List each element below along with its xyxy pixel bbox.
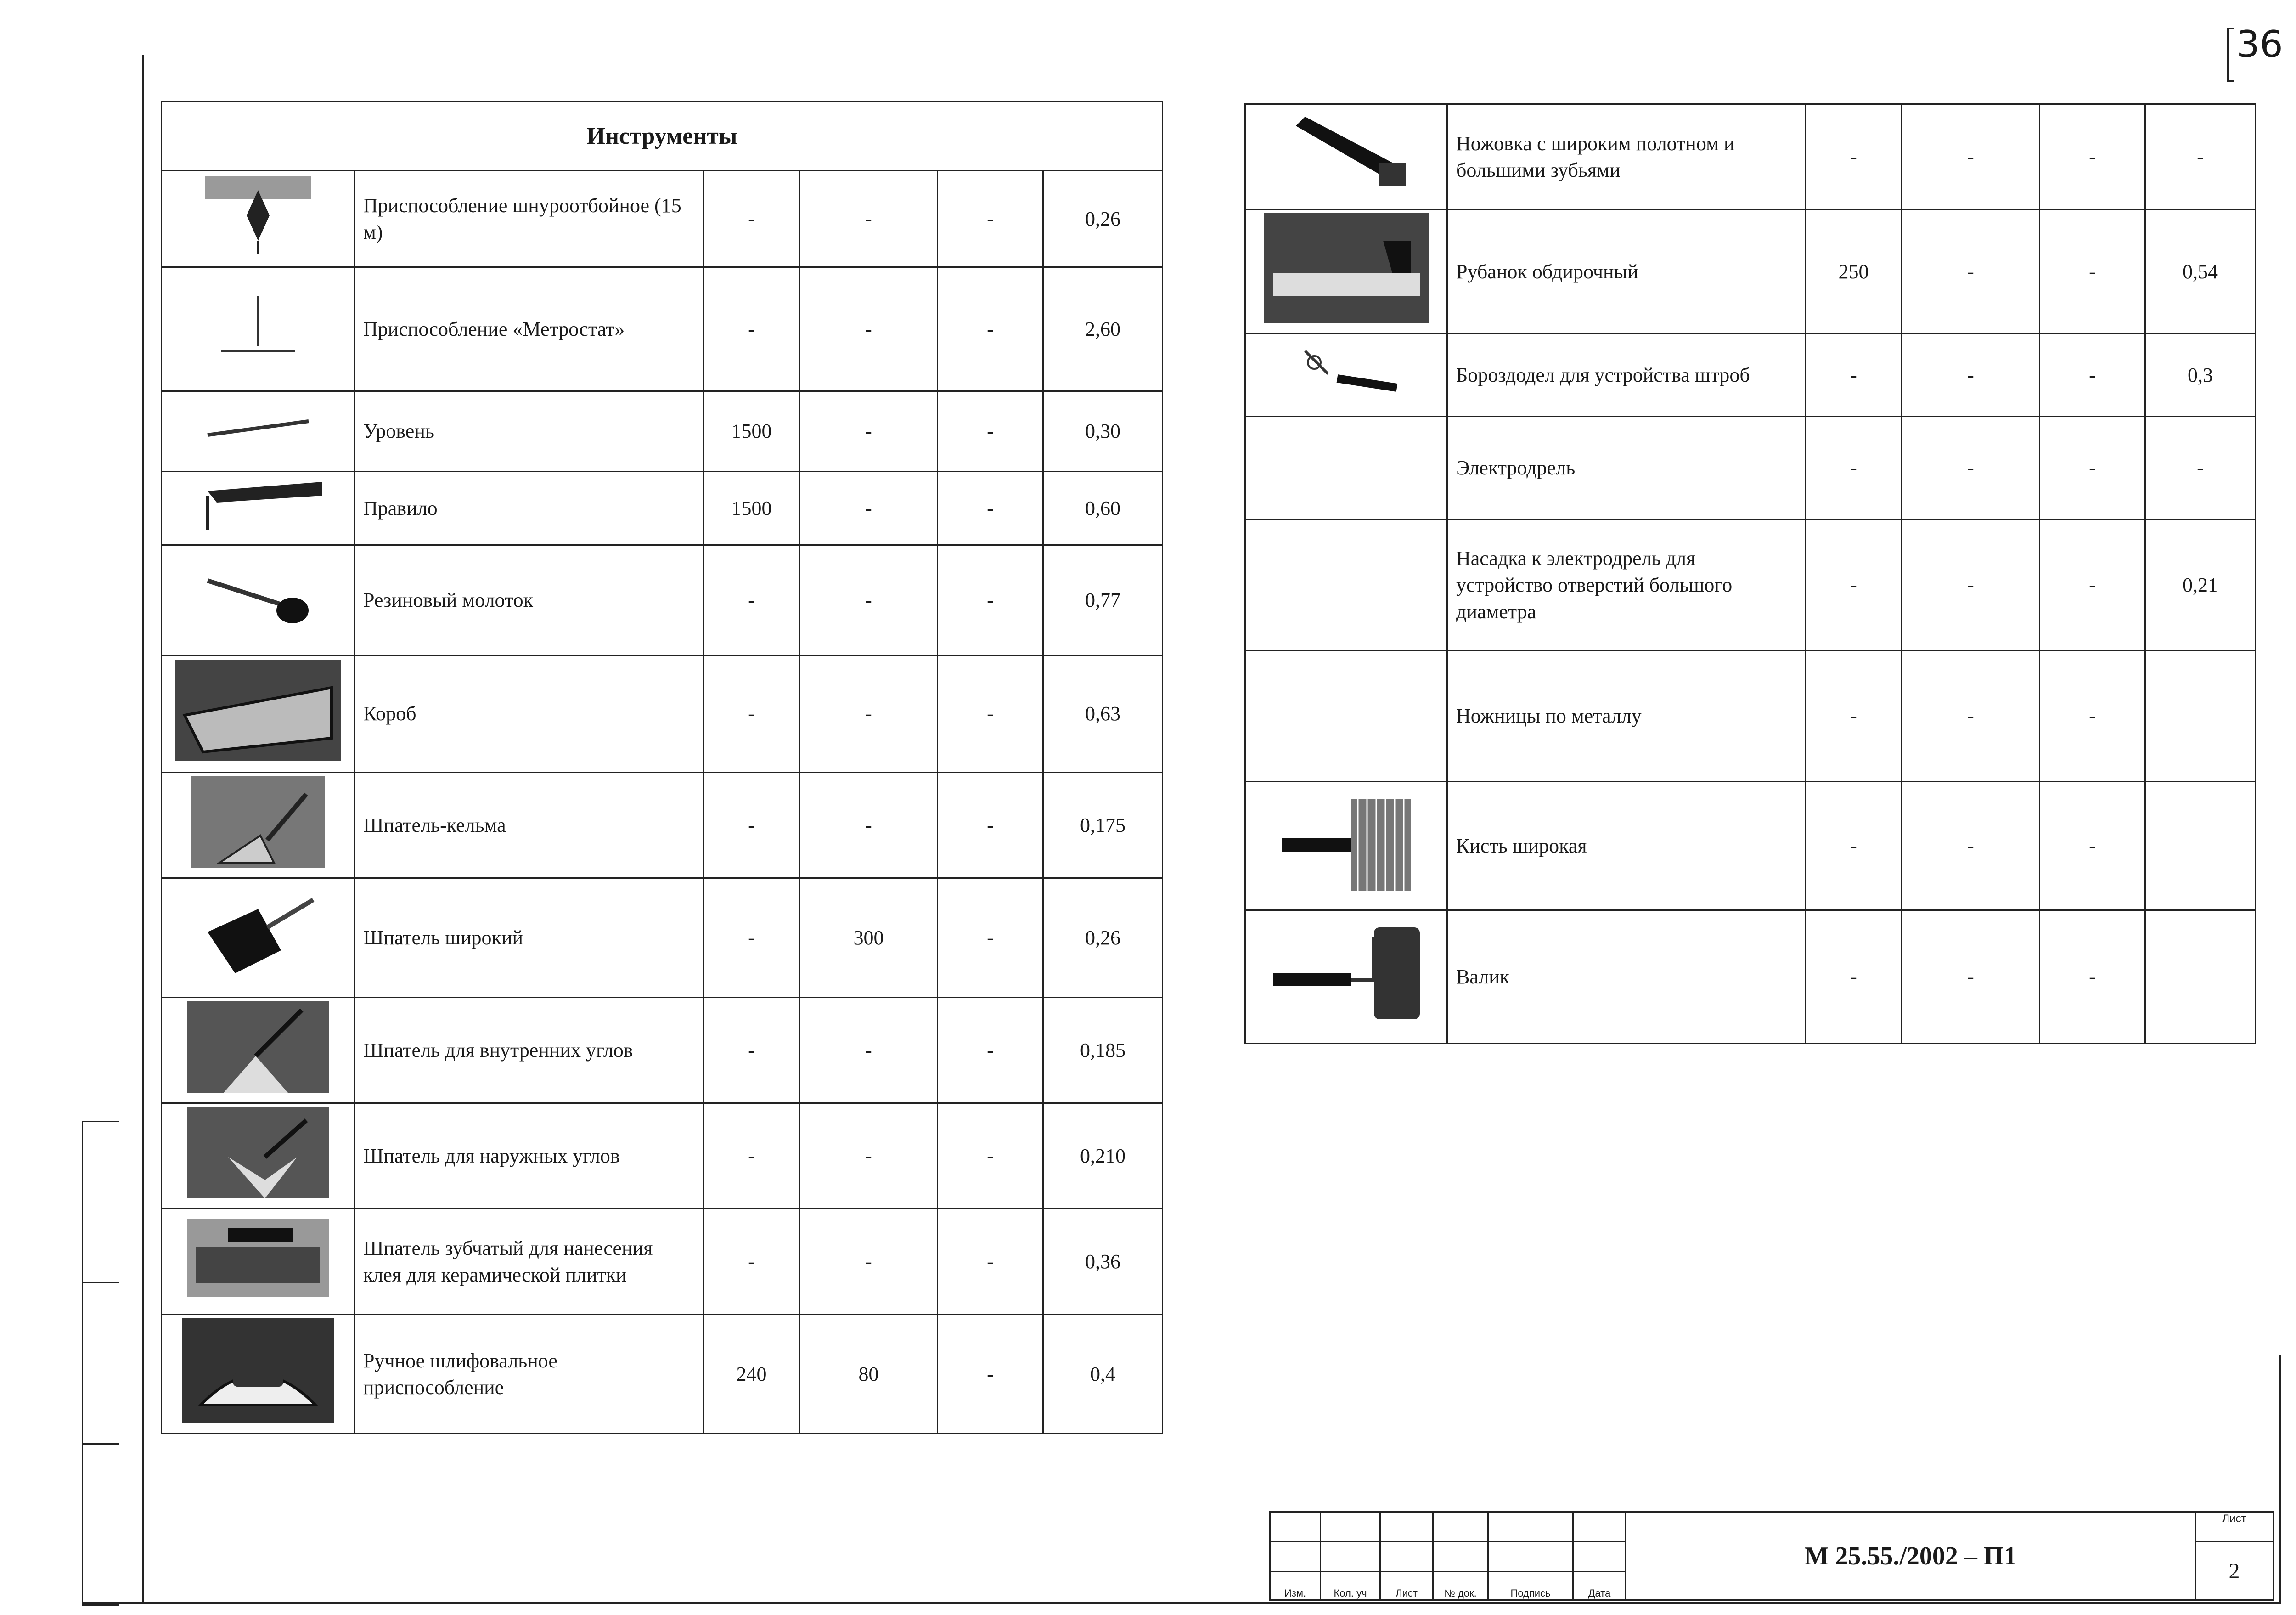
tool-value-c3: -	[938, 773, 1043, 878]
tool-picture-cell	[162, 472, 355, 545]
tool-value-c2: -	[1902, 334, 2040, 417]
tool-value-c4: 0,60	[1043, 472, 1163, 545]
tool-value-c2: -	[800, 545, 938, 655]
binding-strip	[82, 1121, 119, 1606]
tool-value-c1: -	[703, 998, 800, 1103]
tool-name: Шпатель широкий	[355, 878, 703, 998]
mortar-box-icon	[165, 660, 351, 768]
tool-picture-cell	[1245, 651, 1447, 782]
tool-value-c1: 1500	[703, 472, 800, 545]
tool-name: Ручное шлифовальное приспособление	[355, 1315, 703, 1434]
page-mark: 36	[2236, 23, 2283, 66]
tool-value-c1: 240	[703, 1315, 800, 1434]
level-icon	[165, 414, 351, 449]
table-row	[1245, 520, 2256, 651]
tool-value-c1: -	[1806, 520, 1902, 651]
tool-picture-cell	[1245, 417, 1447, 520]
tool-value-c3: -	[2040, 417, 2145, 520]
tool-value-c3: -	[938, 472, 1043, 545]
tool-value-c3: -	[938, 171, 1043, 267]
tool-value-c3: -	[2040, 651, 2145, 782]
tool-picture-cell	[1245, 334, 1447, 417]
tool-value-c1: -	[1806, 910, 1902, 1044]
tool-value-c4: 0,63	[1043, 655, 1163, 773]
tool-value-c2: -	[1902, 651, 2040, 782]
stamp-label: Изм.	[1270, 1572, 1321, 1600]
hand-sander-icon	[165, 1318, 351, 1430]
tool-value-c4: 0,3	[2145, 334, 2256, 417]
tool-value-c3: -	[2040, 334, 2145, 417]
frame-right-line	[2279, 1355, 2281, 1603]
table-row	[162, 1315, 1163, 1434]
frame-left-line	[142, 55, 144, 1603]
tool-name: Уровень	[355, 391, 703, 472]
tool-name: Короб	[355, 655, 703, 773]
tool-value-c4: 0,4	[1043, 1315, 1163, 1434]
stamp-label: Кол. уч	[1321, 1572, 1380, 1600]
table-row	[1245, 210, 2256, 334]
stamp-label: № док.	[1433, 1572, 1488, 1600]
tool-value-c4: -	[2145, 417, 2256, 520]
frame-bottom-line	[82, 1602, 2281, 1604]
document-code: М 25.55./2002 – П1	[1626, 1512, 2195, 1600]
tool-value-c3: -	[938, 1209, 1043, 1315]
tool-value-c2: -	[800, 1103, 938, 1209]
tool-picture-cell	[1245, 782, 1447, 910]
tool-value-c2: -	[800, 773, 938, 878]
tool-value-c1: -	[703, 267, 800, 391]
tool-value-c4: -	[2145, 104, 2256, 210]
tool-value-c3: -	[2040, 782, 2145, 910]
tool-name: Приспособление «Метростат»	[355, 267, 703, 391]
tool-value-c1: -	[1806, 417, 1902, 520]
tool-value-c4: 0,36	[1043, 1209, 1163, 1315]
tool-name: Кисть широкая	[1447, 782, 1806, 910]
table-row	[1245, 417, 2256, 520]
tool-name: Насадка к электродрель для устройство отверстий большого диаметра	[1447, 520, 1806, 651]
chalk-line-icon	[165, 176, 351, 261]
tool-value-c3: -	[938, 267, 1043, 391]
tool-picture-cell	[162, 391, 355, 472]
tool-value-c4: 0,77	[1043, 545, 1163, 655]
inside-corner-spatula-icon	[165, 1001, 351, 1100]
tool-value-c3: -	[2040, 104, 2145, 210]
tool-name: Ножовка с широким полотном и большими зубьями	[1447, 104, 1806, 210]
trowel-icon	[165, 776, 351, 875]
groover-icon	[1249, 337, 1444, 413]
tool-picture-cell	[1245, 520, 1447, 651]
tool-picture-cell	[162, 1103, 355, 1209]
tool-value-c1: -	[703, 1209, 800, 1315]
metrostat-icon	[165, 287, 351, 372]
sheet-label: Лист	[2195, 1512, 2273, 1542]
table-row	[162, 267, 1163, 391]
tool-value-c1: 1500	[703, 391, 800, 472]
handsaw-icon	[1249, 107, 1444, 206]
tool-value-c1: -	[703, 773, 800, 878]
tool-value-c1: -	[1806, 104, 1902, 210]
tools-table-left	[161, 101, 1163, 1434]
tool-value-c1: -	[703, 878, 800, 998]
table-row	[162, 1103, 1163, 1209]
tool-picture-cell	[1245, 210, 1447, 334]
table-row	[162, 655, 1163, 773]
straightedge-icon	[165, 477, 351, 539]
tool-value-c4: 2,60	[1043, 267, 1163, 391]
tool-value-c4: 0,210	[1043, 1103, 1163, 1209]
wide-brush-icon	[1249, 790, 1444, 902]
tool-picture-cell	[162, 171, 355, 267]
tool-name: Бороздодел для устройства штроб	[1447, 334, 1806, 417]
tool-value-c3: -	[938, 391, 1043, 472]
tool-value-c2: -	[800, 472, 938, 545]
sheet-number: 2	[2195, 1542, 2273, 1600]
tool-picture-cell	[162, 655, 355, 773]
tool-name: Правило	[355, 472, 703, 545]
tool-value-c2: -	[800, 171, 938, 267]
tool-value-c4	[2145, 910, 2256, 1044]
title-block	[1269, 1511, 2274, 1601]
tool-value-c3: -	[938, 998, 1043, 1103]
table-row	[1245, 910, 2256, 1044]
tool-value-c3: -	[2040, 210, 2145, 334]
table-row	[162, 171, 1163, 267]
tools-table-right	[1244, 103, 2256, 1044]
tool-value-c2: 300	[800, 878, 938, 998]
tool-value-c1: -	[703, 545, 800, 655]
tool-value-c1: -	[703, 1103, 800, 1209]
tool-value-c2: 80	[800, 1315, 938, 1434]
tool-name: Рубанок обдирочный	[1447, 210, 1806, 334]
table-row	[162, 472, 1163, 545]
tool-value-c1: 250	[1806, 210, 1902, 334]
tool-picture-cell	[162, 267, 355, 391]
tool-picture-cell	[162, 1315, 355, 1434]
tool-value-c4: 0,54	[2145, 210, 2256, 334]
tool-value-c2: -	[1902, 782, 2040, 910]
tool-name: Шпатель для внутренних углов	[355, 998, 703, 1103]
tool-value-c3: -	[938, 1315, 1043, 1434]
tool-picture-cell	[162, 1209, 355, 1315]
tool-value-c4: 0,30	[1043, 391, 1163, 472]
tool-name: Приспособление шнуроотбойное (15 м)	[355, 171, 703, 267]
rubber-mallet-icon	[165, 562, 351, 638]
tool-picture-cell	[162, 998, 355, 1103]
table-row	[162, 773, 1163, 878]
tool-picture-cell	[162, 545, 355, 655]
tool-value-c3: -	[2040, 910, 2145, 1044]
tool-value-c2: -	[1902, 210, 2040, 334]
table-row	[1245, 334, 2256, 417]
tool-value-c2: -	[800, 998, 938, 1103]
paint-roller-icon	[1249, 918, 1444, 1035]
tool-value-c2: -	[800, 391, 938, 472]
tool-value-c4: 0,185	[1043, 998, 1163, 1103]
wide-spatula-icon	[165, 891, 351, 985]
tool-name: Ножницы по металлу	[1447, 651, 1806, 782]
table-title: Инструменты	[162, 102, 1163, 171]
outside-corner-spatula-icon	[165, 1107, 351, 1205]
tool-picture-cell	[162, 878, 355, 998]
tool-name: Шпатель зубчатый для нанесения клея для керамической плитки	[355, 1209, 703, 1315]
tool-picture-cell	[162, 773, 355, 878]
tool-value-c2: -	[1902, 910, 2040, 1044]
tool-name: Электродрель	[1447, 417, 1806, 520]
table-row	[162, 1209, 1163, 1315]
tool-value-c4	[2145, 782, 2256, 910]
table-row	[1245, 651, 2256, 782]
table-row	[162, 998, 1163, 1103]
tool-value-c2: -	[1902, 104, 2040, 210]
tool-value-c2: -	[800, 655, 938, 773]
stamp-label: Дата	[1573, 1572, 1626, 1600]
tool-name: Шпатель-кельма	[355, 773, 703, 878]
tool-value-c1: -	[1806, 334, 1902, 417]
tool-value-c3: -	[938, 545, 1043, 655]
stamp-label: Подпись	[1488, 1572, 1573, 1600]
tool-value-c3: -	[938, 655, 1043, 773]
tool-value-c4: 0,26	[1043, 171, 1163, 267]
tool-name: Резиновый молоток	[355, 545, 703, 655]
tool-value-c4: 0,26	[1043, 878, 1163, 998]
stamp-label: Лист	[1380, 1572, 1433, 1600]
tool-value-c4: 0,175	[1043, 773, 1163, 878]
tool-value-c4	[2145, 651, 2256, 782]
tool-name: Шпатель для наружных углов	[355, 1103, 703, 1209]
tool-value-c3: -	[938, 878, 1043, 998]
table-row	[162, 878, 1163, 998]
plane-icon	[1249, 213, 1444, 330]
tool-name: Валик	[1447, 910, 1806, 1044]
table-row	[1245, 104, 2256, 210]
notched-trowel-icon	[165, 1219, 351, 1304]
tool-value-c2: -	[800, 1209, 938, 1315]
tool-value-c2: -	[800, 267, 938, 391]
tool-value-c3: -	[938, 1103, 1043, 1209]
tool-value-c2: -	[1902, 520, 2040, 651]
tool-value-c1: -	[703, 171, 800, 267]
tool-value-c2: -	[1902, 417, 2040, 520]
tool-value-c1: -	[1806, 782, 1902, 910]
tool-value-c1: -	[703, 655, 800, 773]
table-row	[1245, 782, 2256, 910]
tool-value-c1: -	[1806, 651, 1902, 782]
tool-picture-cell	[1245, 910, 1447, 1044]
table-row	[162, 545, 1163, 655]
tool-value-c3: -	[2040, 520, 2145, 651]
tool-value-c4: 0,21	[2145, 520, 2256, 651]
table-row	[162, 391, 1163, 472]
tool-picture-cell	[1245, 104, 1447, 210]
